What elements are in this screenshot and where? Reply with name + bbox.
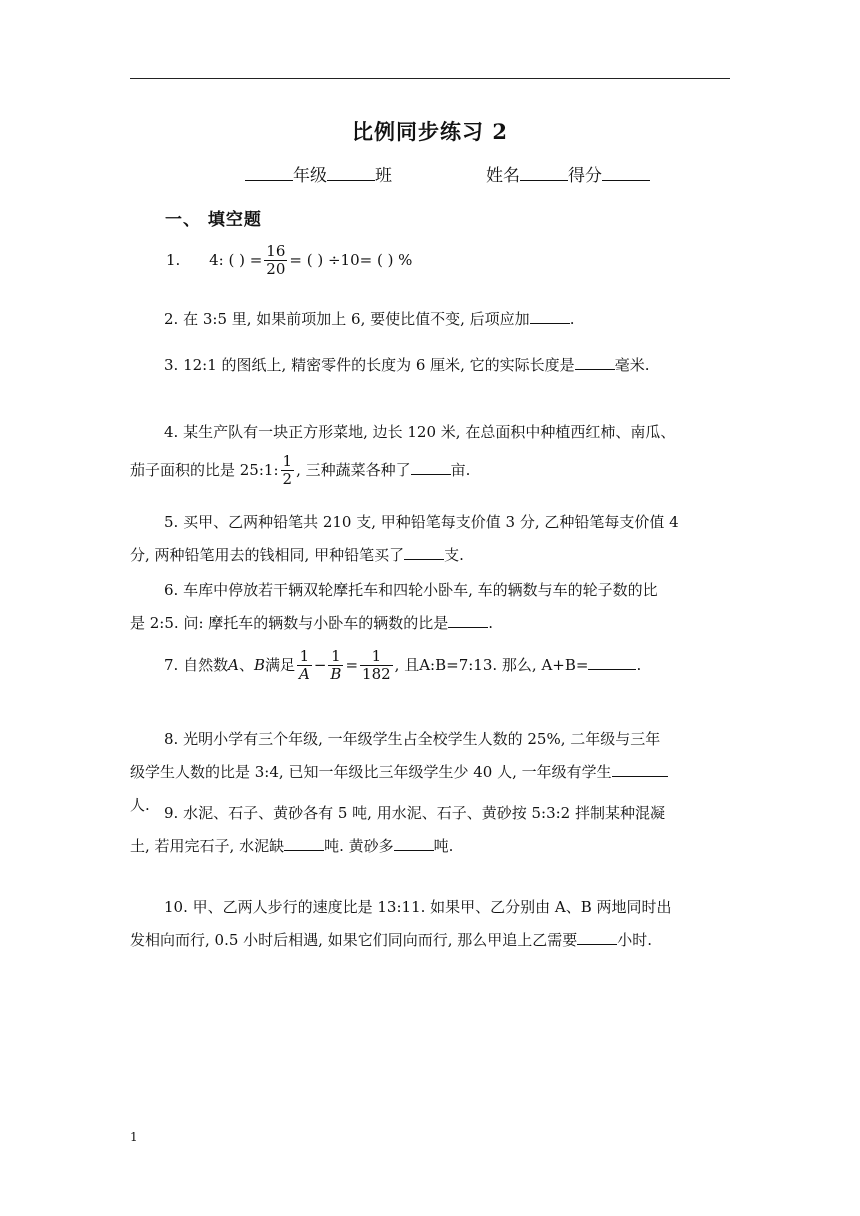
q1-part-a: 4: ( ) = (209, 250, 263, 269)
question-6: 6. 车库中停放若干辆双轮摩托车和四轮小卧车, 车的辆数与车的轮子数的比 是 2:5. 问: 摩托车的辆数与小卧车的辆数的比是 . (130, 581, 658, 632)
question-9: 9. 水泥、石子、黄砂各有 5 吨, 用水泥、石子、黄砂按 5:3:2 拌制某种混凝 土, 若用完石子, 水泥缺 吨. 黄砂多 吨. (130, 804, 665, 855)
fraction-1-2: $\frac{1}{2}$ (282, 452, 293, 489)
answer-blank[interactable] (588, 655, 636, 670)
answer-blank[interactable] (411, 460, 451, 475)
grade-label: 年级 (293, 166, 327, 186)
name-blank[interactable] (520, 166, 568, 181)
question-number: 1. (166, 250, 181, 269)
answer-blank[interactable] (448, 613, 488, 628)
question-7: 7. 自然数A、B满足 $\frac{1}{A}$ − $\frac{1}{B}$ = $\frac{1}{182}$ , 且A:B=7:13. 那么, A+B= . (164, 647, 642, 684)
header-rule (130, 78, 730, 79)
q1-part-b: = ( ) ÷10= ( ) % (289, 250, 413, 269)
answer-blank[interactable] (612, 762, 668, 777)
grade-blank[interactable] (245, 166, 293, 181)
question-1 (130, 243, 732, 279)
question-2: 2. 在 3:5 里, 如果前项加上 6, 要使比值不变, 后项应加 . (164, 310, 575, 328)
section-heading: 一、 填空题 (165, 210, 262, 230)
answer-blank[interactable] (575, 355, 615, 370)
name-label: 姓名 (486, 166, 520, 186)
fraction-1-A: $\frac{1}{A}$ (299, 647, 310, 684)
question-10: 10. 甲、乙两人步行的速度比是 13:11. 如果甲、乙分别由 A、B 两地同时出 发相向而行, 0.5 小时后相遇, 如果它们同向而行, 那么甲追上乙需要 小时. (130, 898, 672, 949)
answer-blank[interactable] (284, 836, 324, 851)
answer-blank[interactable] (577, 930, 617, 945)
answer-blank[interactable] (404, 545, 444, 560)
question-3: 3. 12:1 的图纸上, 精密零件的长度为 6 厘米, 它的实际长度是 毫米. (164, 356, 650, 374)
question-8: 8. 光明小学有三个年级, 一年级学生占全校学生人数的 25%, 二年级与三年 级学生人数的比是 3:4, 已知一年级比三年级学生少 40 人, 一年级有学生 人. (130, 723, 732, 822)
fraction-16-20: $\frac{16}{20}$ (266, 242, 286, 279)
question-4: 4. 某生产队有一块正方形菜地, 边长 120 米, 在总面积中种植西红柿、南瓜、 茄子面积的比是 25:1: $\frac{1}{2}$ , 三种蔬菜各种了 亩. (130, 423, 676, 489)
fraction-1-182: $\frac{1}{182}$ (362, 647, 391, 684)
page-title: 比例同步练习 2 (352, 119, 508, 144)
class-blank[interactable] (327, 166, 375, 181)
answer-blank[interactable] (394, 836, 434, 851)
fraction-1-B: $\frac{1}{B}$ (330, 647, 342, 684)
score-blank[interactable] (602, 166, 650, 181)
page-number: 1 (130, 1130, 138, 1144)
class-label: 班 (375, 166, 392, 186)
answer-blank[interactable] (530, 309, 570, 324)
question-5: 5. 买甲、乙两种铅笔共 210 支, 甲种铅笔每支价值 3 分, 乙种铅笔每支价值 4 分, 两种铅笔用去的钱相同, 甲种铅笔买了 支. (130, 513, 679, 564)
score-label: 得分 (568, 166, 602, 186)
